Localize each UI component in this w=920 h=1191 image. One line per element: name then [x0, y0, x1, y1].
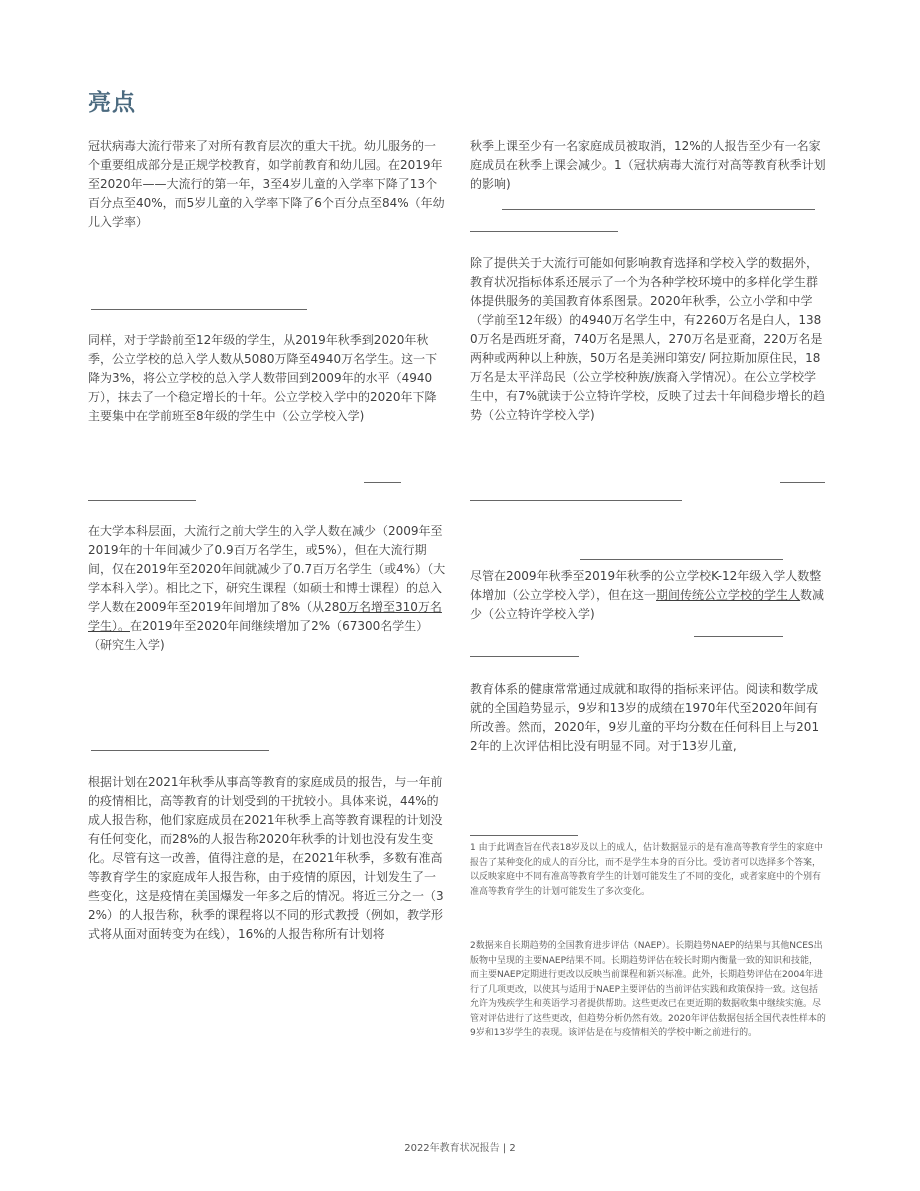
right-paragraph-achievement: 教育体系的健康常常通过成就和取得的指标来评估。阅读和数学成就的全国趋势显示，9岁和13岁的成绩在1970年代至2020年间有所改善。然而，2020年，9岁儿童的平均分数在任何科目上与2012年的上次评估相比没有明显不同。对于13岁儿童,: [470, 682, 820, 753]
section-rule: [470, 231, 618, 232]
footnote-2: 2数据来自长期趋势的全国教育进步评估（NAEP）。长期趋势NAEP的结果与其他NCES出版物中呈现的主要NAEP结果不同。长期趋势评估在较长时期内衡量一致的知识和技能，而主要NAEP定期进行更改以反映当前课程和新兴标准。此外，长期趋势评估在2004年进行了几项更改，以使其与适用于NAEP主要评估的当前评估实践和政策保持一致。这包括允许为残疾学生和英语学习者提供帮助。这些更改已在更近期的数据收集中继续实施。尽管对评估进行了这些更改，但趋势分析仍然有效。2020年评估数据包括全国代表性样本的9岁和13岁学生的表现。该评估是在与疫情相关的学校中断之前进行的。: [470, 941, 826, 1038]
postsecondary-underlined-text: 0万名增至310万名学生）。: [88, 600, 442, 633]
right-paragraph-charter-trend: [470, 567, 826, 624]
page-title: 亮点: [88, 90, 136, 116]
right-paragraph-plans-continued: 秋季上课至少有一名家庭成员被取消，12%的人报告至少有一名家庭成员在秋季上课会减少。1（冠状病毒大流行对高等教育秋季计划的影响): [470, 139, 826, 191]
section-rule: [91, 750, 269, 751]
right-paragraph-student-diversity: 除了提供关于大流行可能如何影响教育选择和学校入学的数据外，教育状况指标体系还展示了一个为各种学校环境中的多样化学生群体提供服务的美国教育体系图景。2020年秋季，公立小学和中学（学前至12年级）的4940万名学生中，有2260万名是白人，1380万名是西班牙裔，740万名是黑人，270万名是亚裔，220万名是两种或两种以上种族，50万名是美洲印第安/ 阿拉斯加原住民，18万名是太平洋岛民（公立学校种族/族裔入学情况）。在公立学校学生中，有7%就读于公立特许学校，反映了过去十年间稳步增长的趋势（公立特许学校入学): [470, 256, 826, 422]
charter-underlined-text: 期间传统公立学校的学生人: [656, 588, 801, 602]
left-paragraph-higher-ed-plans: 根据计划在2021年秋季从事高等教育的家庭成员的报告，与一年前的疫情相比，高等教育的计划受到的干扰较小。具体来说，44%的成人报告称，他们家庭成员在2021年秋季上高等教育课程的计划没有任何变化，而28%的人报告称2020年秋季的计划也没有发生变化。尽管有这一改善，值得注意的是，在2021年秋季，多数有准高等教育学生的家庭成年人报告称，由于疫情的原因，计划发生了一些变化，这是疫情在美国爆发一年多之后的情况。将近三分之一（32%）的人报告称，秋季的课程将以不同的形式教授（例如，教学形式将从面对面转变为在线），16%的人报告称所有计划将: [88, 775, 444, 941]
postsecondary-text-end: 在2019年至2020年间继续增加了2%（67300名学生）（研究生入学): [88, 619, 429, 652]
postsecondary-text-start: 在大学本科层面，大流行之前大学生的入学人数在减少（2009年至2019年的十年间减少了0.9百万名学生，或5%），但在大流行期间，仅在2019年至2020年间就减少了0.7百万名学生（或4%）（大学本科入学）。相比之下，研究生课程（如硕士和博士课程）的总入学人数在2009年至2019年间增加了8%（从28: [88, 524, 446, 614]
section-rule: [694, 636, 783, 637]
section-rule: [502, 209, 815, 210]
section-rule: [470, 656, 579, 657]
section-rule: [470, 500, 682, 501]
left-paragraph-public-school: 同样，对于学龄前至12年级的学生，从2019年秋季到2020年秋季，公立学校的总入学人数从5080万降至4940万名学生。这一下降为3%，将公立学校的总入学人数带回到2009年的水平（4940万），抹去了一个稳定增长的十年。公立学校入学中的2020年下降主要集中在学前班至8年级的学生中（公立学校入学): [88, 333, 438, 423]
section-rule: [780, 482, 825, 483]
footnote-1: 1 由于此调查旨在代表18岁及以上的成人，估计数据显示的是有准高等教育学生的家庭中报告了某种变化的成人的百分比，而不是学生本身的百分比。受访者可以选择多个答案，以反映家庭中不同有准高等教育学生的计划可能发生了不同的变化，或者家庭中的个别有准高等教育学生的计划可能发生了多次变化。: [470, 843, 824, 897]
charter-text-end: 数减少（公立特许学校入学): [470, 588, 825, 621]
left-paragraph-early-childhood: 冠状病毒大流行带来了对所有教育层次的重大干扰。幼儿服务的一个重要组成部分是正规学校教育，如学前教育和幼儿园。在2019年至2020年——大流行的第一年，3至4岁儿童的入学率下降了13个百分点至40%，而5岁儿童的入学率下降了6个百分点至84%（年幼儿入学率）: [88, 139, 445, 229]
charter-text-start: 尽管在2009年秋季至2019年秋季的公立学校K-12年级入学人数整体增加（公立学校入学），但在这一: [470, 569, 822, 602]
section-rule: [88, 500, 196, 501]
footnote-rule: [470, 835, 578, 836]
left-paragraph-postsecondary: [88, 522, 446, 655]
section-rule: [580, 559, 783, 560]
page-footer: 2022年教育状况报告 | 2: [404, 1143, 516, 1154]
section-rule: [91, 309, 307, 310]
section-rule: [364, 482, 401, 483]
